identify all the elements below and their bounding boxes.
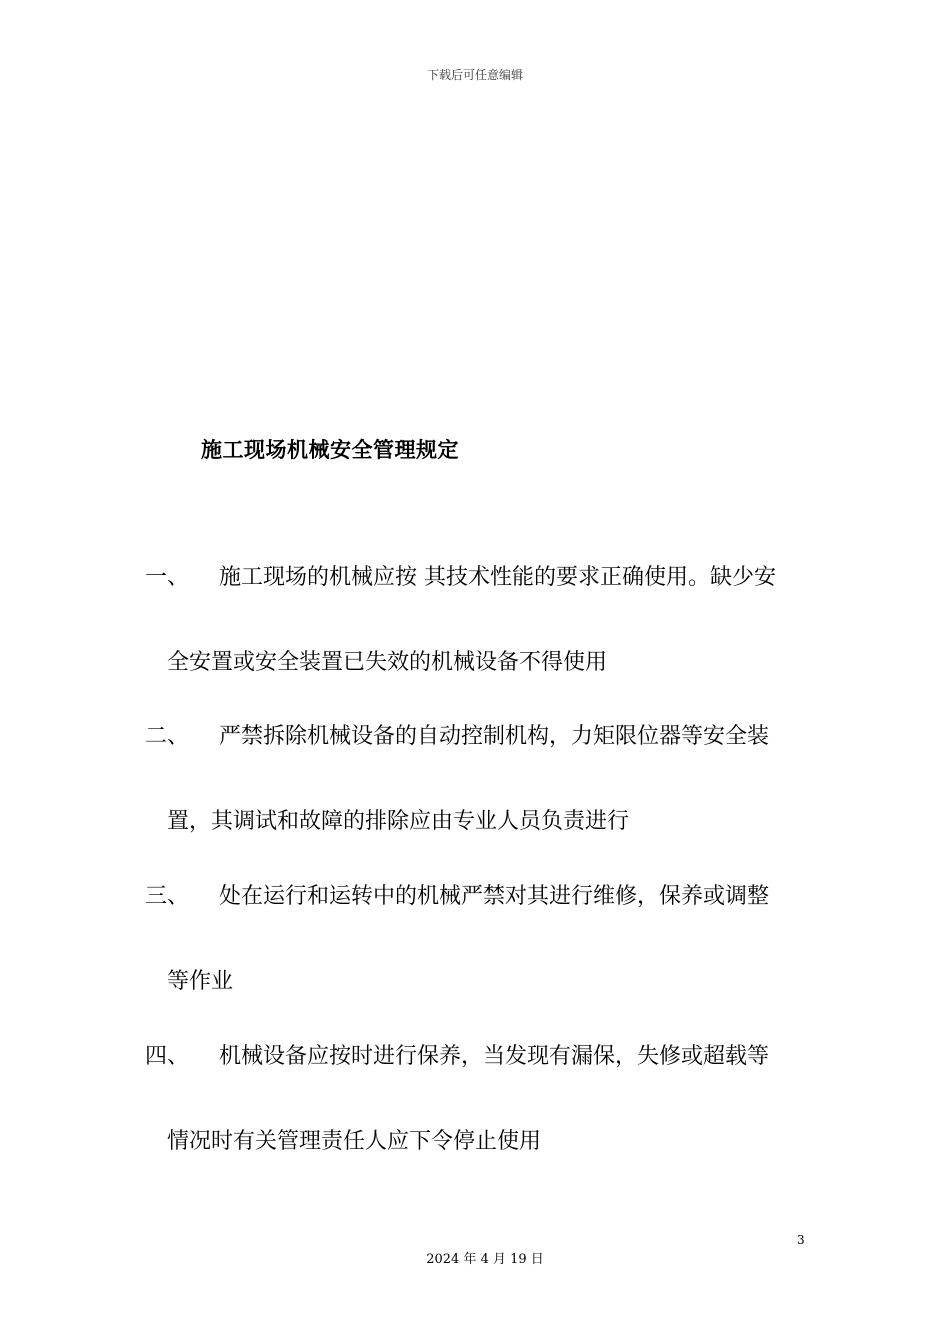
item-text-line1: 严禁拆除机械设备的自动控制机构，力矩限位器等安全装 [219,724,770,749]
item-number: 二、 [145,724,190,749]
item-number: 三、 [145,884,190,909]
document-title: 施工现场机械安全管理规定 [201,438,459,462]
item-number: 四、 [145,1044,190,1069]
footer-date: 2024 年 4 月 19 日 [426,1252,544,1267]
item-text-line1: 机械设备应按时进行保养，当发现有漏保，失修或超载等 [219,1044,770,1069]
item-number: 一、 [145,565,190,590]
item-text-line2: 置，其调试和故障的排除应由专业人员负责进行 [167,809,630,834]
item-text-line2: 全安置或安全装置已失效的机械设备不得使用 [167,650,608,675]
item-text-line2: 情况时有关管理责任人应下令停止使用 [167,1129,542,1154]
page-number: 3 [797,1233,805,1247]
item-text-line1: 处在运行和运转中的机械严禁对其进行维修，保养或调整 [219,884,770,909]
item-text-line2: 等作业 [167,969,234,994]
item-text-line1: 施工现场的机械应按 其技术性能的要求正确使用。缺少安 [219,565,776,590]
page-header: 下载后可任意编辑 [426,68,523,82]
